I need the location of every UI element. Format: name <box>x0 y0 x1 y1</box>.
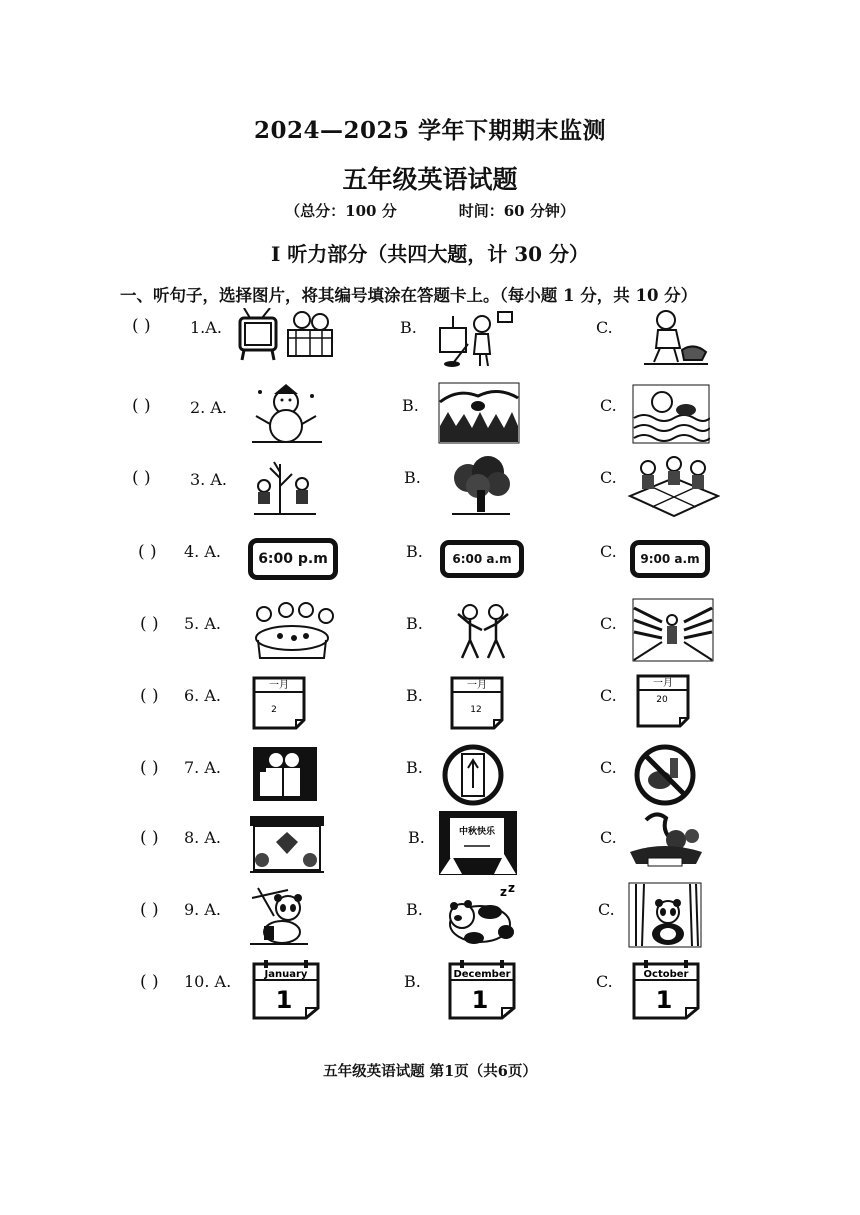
exercise-image <box>452 600 516 662</box>
tree-image <box>446 456 516 518</box>
question-number: 3. A. <box>190 470 227 489</box>
option-c-label: C. <box>600 686 617 705</box>
question-number: 2. A. <box>190 398 227 417</box>
question-row <box>0 818 860 898</box>
calendar-day: 20 <box>656 695 668 705</box>
clock-9am: 9:00 a.m <box>630 540 710 578</box>
calendar-month: January <box>264 969 308 980</box>
question-row <box>0 462 860 542</box>
calendar-month: 一月 <box>269 680 289 691</box>
answer-paren[interactable]: ( ) <box>138 542 157 562</box>
option-b-label: B. <box>408 828 425 847</box>
option-c-label: C. <box>600 614 617 633</box>
family-dinner-image <box>246 600 338 662</box>
calendar-day: 1 <box>275 986 293 1014</box>
option-c-label: C. <box>596 972 613 991</box>
calendar-2-image <box>248 674 312 732</box>
exam-time: 时间：60 分钟） <box>458 202 575 220</box>
calendar-month: December <box>453 969 511 980</box>
option-b-label: B. <box>406 686 423 705</box>
tree-planting-image <box>250 458 320 518</box>
question-number: 5. A. <box>184 614 221 633</box>
option-b-label: B. <box>406 758 423 777</box>
spring-festival-image <box>246 812 328 876</box>
calendar-day: 12 <box>470 705 482 715</box>
option-b-label: B. <box>406 614 423 633</box>
option-c-label: C. <box>600 468 617 487</box>
one-way-sign-icon <box>440 744 506 806</box>
option-c-label: C. <box>600 542 617 561</box>
calendar-day: 1 <box>655 986 673 1014</box>
tv-gifts-image <box>236 308 346 368</box>
panda-bamboo-image <box>248 886 314 946</box>
svg-text:z: z <box>500 885 507 899</box>
calendar-12-image <box>446 674 510 732</box>
part-heading: Ⅰ 听力部分（共四大题，计 30 分） <box>270 242 590 266</box>
picnic-image <box>626 456 720 520</box>
supermarket-image <box>632 598 714 662</box>
question-row <box>0 604 860 684</box>
option-c-label: C. <box>600 758 617 777</box>
option-b-label: B. <box>404 468 421 487</box>
exam-subtitle: 五年级英语试题 <box>342 165 518 194</box>
calendar-october-image <box>630 960 702 1022</box>
exam-title: 2024—2025 学年下期期末监测 <box>253 117 607 144</box>
question-number: 8. A. <box>184 828 221 847</box>
option-b-label: B. <box>406 900 423 919</box>
clock-6pm: 6:00 p.m <box>248 538 338 580</box>
question-number: 4. A. <box>184 542 221 561</box>
option-b-label: B. <box>400 318 417 337</box>
no-food-sign-icon <box>632 744 698 806</box>
option-b-label: B. <box>406 542 423 561</box>
summer-swim-image <box>632 384 710 444</box>
calendar-month: October <box>643 969 689 980</box>
question-number: 7. A. <box>184 758 221 777</box>
exam-meta <box>0 200 860 221</box>
calendar-december-image <box>446 960 518 1022</box>
option-c-label: C. <box>600 396 617 415</box>
answer-paren[interactable]: ( ) <box>132 396 151 416</box>
question-row <box>0 882 860 970</box>
question-row <box>0 312 860 392</box>
answer-paren[interactable]: ( ) <box>140 758 159 778</box>
calendar-day: 1 <box>471 986 489 1014</box>
planting-image <box>632 308 712 370</box>
question-row <box>0 388 860 468</box>
answer-paren[interactable]: ( ) <box>140 686 159 706</box>
sleeping-panda-image <box>440 882 526 946</box>
banner-text: 中秋快乐 <box>458 827 496 837</box>
svg-text:z: z <box>508 882 515 895</box>
total-score: （总分：100 分 <box>285 202 397 220</box>
clock-6am: 6:00 a.m <box>440 540 524 578</box>
answer-paren[interactable]: ( ) <box>132 468 151 488</box>
question-number: 9. A. <box>184 900 221 919</box>
calendar-20-image <box>632 672 696 730</box>
answer-paren[interactable]: ( ) <box>140 972 159 992</box>
calendar-month: 一月 <box>467 680 487 691</box>
mid-autumn-image <box>438 810 518 876</box>
answer-paren[interactable]: ( ) <box>140 900 159 920</box>
panda-forest-image <box>628 882 702 948</box>
spring-bird-image <box>438 382 520 444</box>
calendar-day: 2 <box>271 705 277 715</box>
question-number: 10. A. <box>184 972 232 991</box>
option-c-label: C. <box>598 900 615 919</box>
answer-paren[interactable]: ( ) <box>132 316 151 336</box>
queue-sign-icon <box>252 746 318 802</box>
sweeping-floor-image <box>438 308 518 370</box>
question-row <box>0 678 860 758</box>
section-instruction: 一、听句子，选择图片，将其编号填涂在答题卡上。（每小题 1 分，共 10 分） <box>120 286 698 305</box>
page-footer: 五年级英语试题 第1页（共6页） <box>323 1063 537 1080</box>
question-number: 1.A. <box>190 318 222 337</box>
option-c-label: C. <box>600 828 617 847</box>
option-c-label: C. <box>596 318 613 337</box>
snowman-image <box>250 384 324 444</box>
answer-paren[interactable]: ( ) <box>140 828 159 848</box>
calendar-month: 一月 <box>653 678 673 689</box>
answer-paren[interactable]: ( ) <box>140 614 159 634</box>
option-b-label: B. <box>402 396 419 415</box>
calendar-january-image <box>250 960 322 1022</box>
question-row <box>0 962 860 1042</box>
dragon-boat-image <box>622 810 708 874</box>
option-b-label: B. <box>404 972 421 991</box>
question-number: 6. A. <box>184 686 221 705</box>
